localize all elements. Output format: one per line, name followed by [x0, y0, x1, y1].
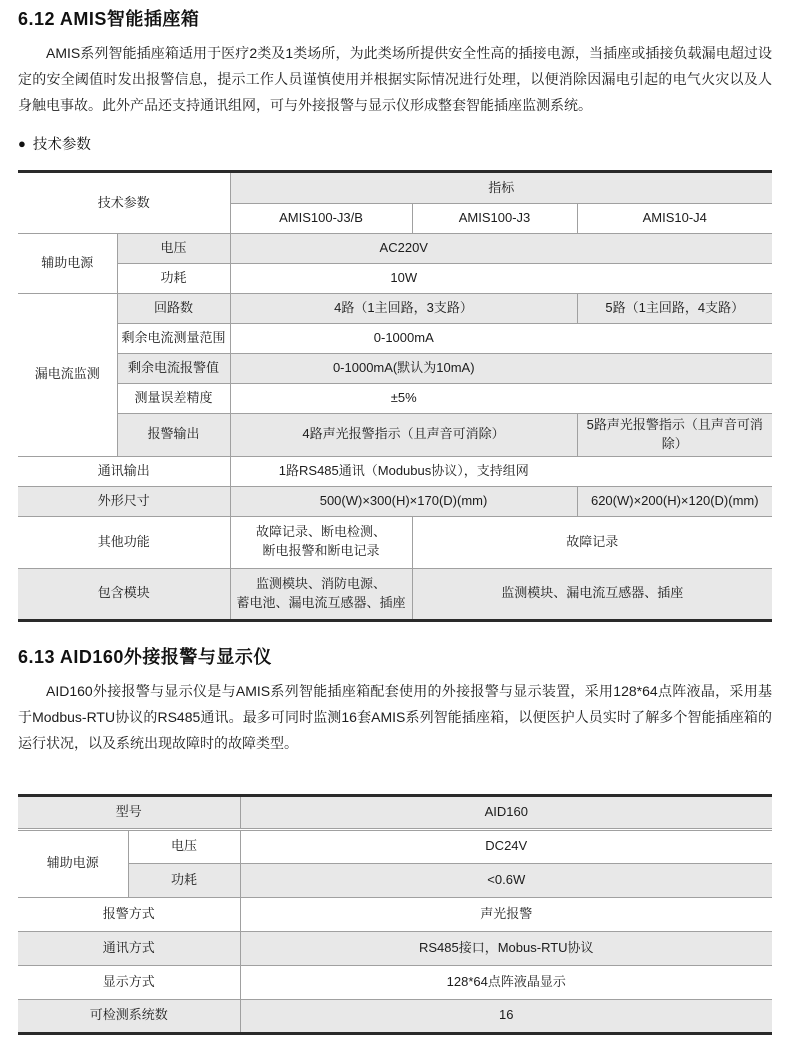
t1-other-functions-value-a: 故障记录、断电检测、 断电报警和断电记录	[230, 516, 412, 568]
t1-model-2: AMIS100-J3	[412, 204, 577, 234]
t1-model-1: AMIS100-J3/B	[230, 204, 412, 234]
tech-params-bullet-heading	[18, 133, 772, 154]
t2-model-value: AID160	[240, 795, 772, 829]
t1-accuracy-label: 测量误差精度	[117, 384, 230, 414]
t1-dimensions-value-a: 500(W)×300(H)×170(D)(mm)	[230, 486, 577, 516]
t1-alarm-output-value-b: 5路声光报警指示（且声音可消除）	[577, 414, 772, 457]
t1-dimensions-label: 外形尺寸	[18, 486, 230, 516]
cell-empty	[577, 264, 772, 294]
t2-alarm-mode-value: 声光报警	[240, 897, 772, 931]
t2-systems-value: 16	[240, 999, 772, 1033]
t1-group-leakage-monitor: 漏电流监测	[18, 294, 117, 457]
t1-model-3: AMIS10-J4	[577, 204, 772, 234]
t2-systems-label: 可检测系统数	[18, 999, 240, 1033]
table-row	[18, 486, 772, 516]
t1-group-aux-power: 辅助电源	[18, 234, 117, 294]
t1-other-functions-label: 其他功能	[18, 516, 230, 568]
t2-comm-mode-value: RS485接口，Mobus-RTU协议	[240, 931, 772, 965]
table-row	[18, 829, 772, 863]
section-6-13-paragraph: AID160外接报警与显示仪是与AMIS系列智能插座箱配套使用的外接报警与显示装置，采用128*64点阵液晶，采用基于Modbus-RTU协议的RS485通讯。最多可同时监测16套AMIS系列智能插座箱，以便医护人员实时了解多个智能插座箱的运行状况，以及系统出现故障时的故障类型。	[18, 682, 772, 751]
t2-voltage-label: 电压	[128, 829, 240, 863]
section-6-13-heading: 6.13 AID160外接报警与显示仪	[18, 646, 272, 667]
t2-display-mode-label: 显示方式	[18, 965, 240, 999]
cell-empty	[577, 456, 772, 486]
t1-modules-label: 包含模块	[18, 568, 230, 620]
table-row	[18, 234, 772, 264]
t1-comm-output-value: 1路RS485通讯（Modubus协议），支持组网	[230, 456, 577, 486]
t2-power-label: 功耗	[128, 863, 240, 897]
table-row	[18, 264, 772, 294]
t2-alarm-mode-label: 报警方式	[18, 897, 240, 931]
table-row	[18, 516, 772, 568]
t1-other-functions-value-b: 故障记录	[412, 516, 772, 568]
t1-power-value: 10W	[230, 264, 577, 294]
table-row	[18, 414, 772, 457]
section-6-12-heading: 6.12 AMIS智能插座箱	[18, 9, 200, 29]
t2-comm-mode-label: 通讯方式	[18, 931, 240, 965]
t2-model-label: 型号	[18, 795, 240, 829]
table-row	[18, 897, 772, 931]
tech-params-label: 技术参数	[32, 137, 91, 153]
t1-alarm-output-value-a: 4路声光报警指示（且声音可消除）	[230, 414, 577, 457]
t1-residual-range-value: 0-1000mA	[230, 324, 577, 354]
t1-voltage-label: 电压	[117, 234, 230, 264]
t1-comm-output-label: 通讯输出	[18, 456, 230, 486]
t2-group-aux-power: 辅助电源	[18, 829, 128, 897]
table-row	[18, 354, 772, 384]
table-row	[18, 384, 772, 414]
cell-empty	[577, 234, 772, 264]
cell-empty	[577, 324, 772, 354]
t1-residual-alarm-value: 0-1000mA(默认为10mA)	[230, 354, 577, 384]
t2-voltage-value: DC24V	[240, 829, 772, 863]
t1-circuits-value-a: 4路（1主回路，3支路）	[230, 294, 577, 324]
t1-power-label: 功耗	[117, 264, 230, 294]
table-row	[18, 863, 772, 897]
amis-spec-table	[18, 170, 772, 622]
table-row	[18, 456, 772, 486]
t2-display-mode-value: 128*64点阵液晶显示	[240, 965, 772, 999]
section-6-12-paragraph: AMIS系列智能插座箱适用于医疗2类及1类场所，为此类场所提供安全性高的插接电源，当插座或插接负载漏电超过设定的安全阈值时发出报警信息，提示工作人员谨慎使用并根据实际情况进行处理，以便消除因漏电引起的电气火灾以及人身触电事故。此外产品还支持通讯组网，可与外接报警与显示仪形成整套智能插座监测系统。	[18, 45, 772, 113]
table-row	[18, 795, 772, 829]
t1-residual-range-label: 剩余电流测量范围	[117, 324, 230, 354]
cell-empty	[577, 354, 772, 384]
t1-accuracy-value: ±5%	[230, 384, 577, 414]
t1-alarm-output-label: 报警输出	[117, 414, 230, 457]
table-row	[18, 294, 772, 324]
t1-circuits-value-b: 5路（1主回路，4支路）	[577, 294, 772, 324]
aid160-spec-table	[18, 794, 772, 1035]
table-row	[18, 999, 772, 1033]
t1-modules-value-b: 监测模块、漏电流互感器、插座	[412, 568, 772, 620]
t1-circuits-label: 回路数	[117, 294, 230, 324]
table-row	[18, 172, 772, 204]
t1-residual-alarm-label: 剩余电流报警值	[117, 354, 230, 384]
table-row	[18, 324, 772, 354]
bullet-icon: ●	[18, 136, 26, 151]
table-row	[18, 965, 772, 999]
table-row	[18, 931, 772, 965]
cell-empty	[577, 384, 772, 414]
t1-dimensions-value-b: 620(W)×200(H)×120(D)(mm)	[577, 486, 772, 516]
t1-header-param: 技术参数	[18, 172, 230, 234]
t2-power-value: <0.6W	[240, 863, 772, 897]
t1-voltage-value: AC220V	[230, 234, 577, 264]
table-row	[18, 568, 772, 620]
t1-modules-value-a: 监测模块、消防电源、 蓄电池、漏电流互感器、插座	[230, 568, 412, 620]
t1-header-index: 指标	[230, 172, 772, 204]
